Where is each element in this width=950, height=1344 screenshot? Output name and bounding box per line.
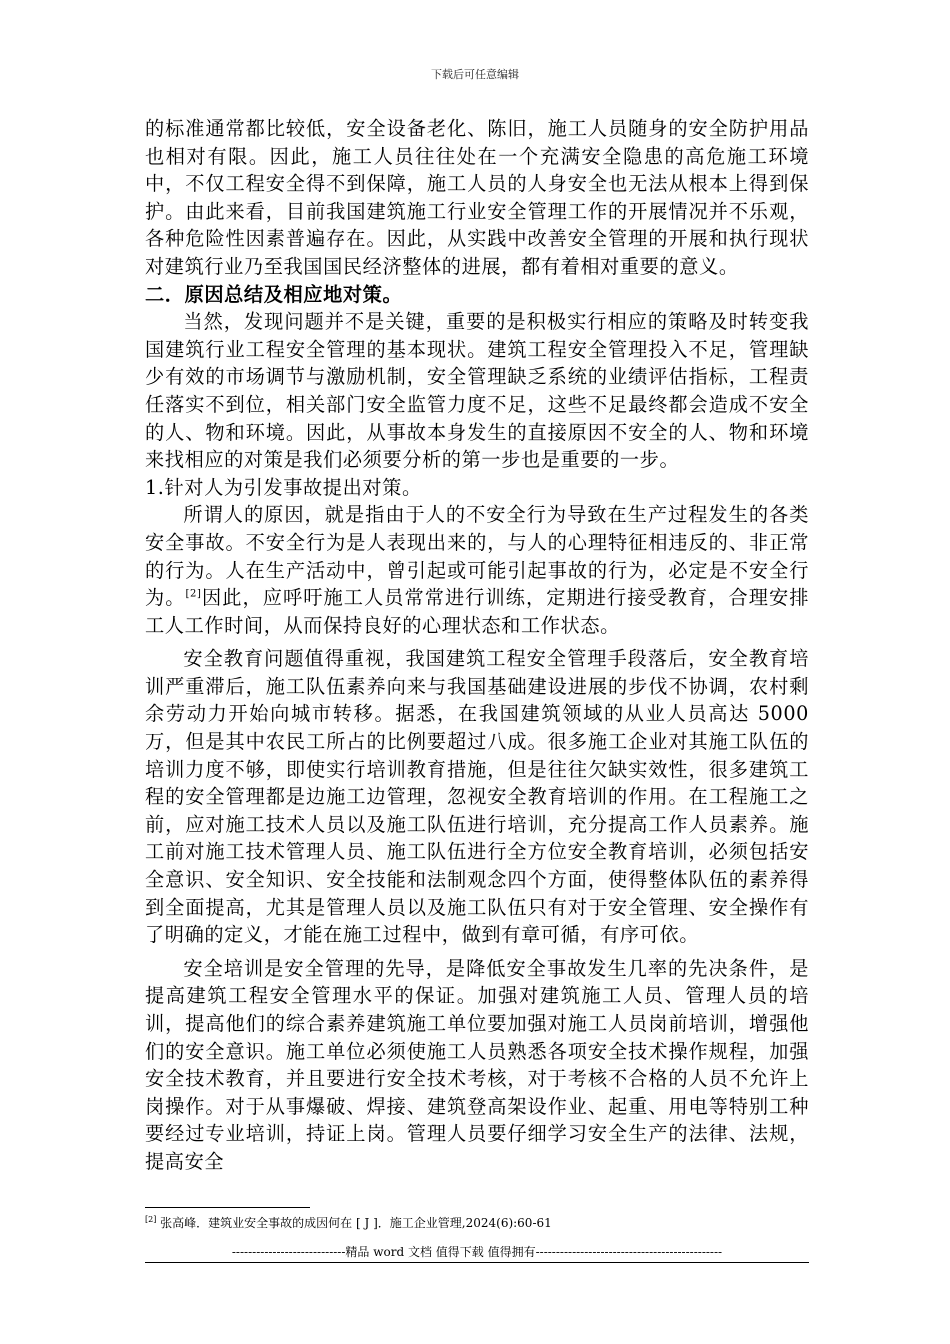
subheading-1: 1.针对人为引发事故提出对策。 [145,475,422,499]
footnote-divider [145,1207,310,1208]
paragraph-5: 安全培训是安全管理的先导，是降低安全事故发生几率的先决条件，是提高建筑工程安全管理水平的保证。加强对建筑施工人员、管理人员的培训，提高他们的综合素养建筑施工单位要加强对施工人员岗前培训，增强他们的安全意识。施工单位必须使施工人员熟悉各项安全技术操作规程，加强安全技术教育，并且要进行安全技术考核，对于考核不合格的人员不允许上岗操作。对于从事爆破、焊接、建筑登高架设作业、起重、用电等特别工种要经过专业培训，持证上岗。管理人员要仔细学习安全生产的法律、法规，提高安全 [145,956,809,1173]
body-text [145,115,809,1176]
page-footer: ----------------------------精品 word 文档 值得下载 值得拥有---------------------------------------------- [231,1245,723,1259]
paragraph-2: 当然，发现问题并不是关键，重要的是积极实行相应的策略及时转变我国建筑行业工程安全管理的基本现状。建筑工程安全管理投入不足，管理缺少有效的市场调节与激励机制，安全管理缺乏系统的业绩评估指标，工程责任落实不到位，相关部门安全监管力度不足，这些不足最终都会造成不安全的人、物和环境。因此，从事故本身发生的直接原因不安全的人、物和环境来找相应的对策是我们必须要分析的第一步也是重要的一步。 [145,310,809,472]
page-header: 下载后可任意编辑 [431,68,519,81]
citation-ref[interactable]: [2] [185,588,202,600]
section-heading: 二．原因总结及相应地对策。 [145,282,403,306]
paragraph-3-text-b: 因此，应呼吁施工人员常常进行训练，定期进行接受教育，合理安排工人工作时间，从而保持良好的心理状态和工作状态。 [145,586,810,637]
footer-divider [145,1262,809,1263]
paragraph-3 [145,501,809,639]
paragraph-3-text-a: 所谓人的原因，就是指由于人的不安全行为导致在生产过程发生的各类安全事故。不安全行为是人表现出来的，与人的心理特征相违反的、非正常的行为。人在生产活动中，曾引起或可能引起事故的行为，必定是不安全行为。 [145,503,809,610]
footnote [145,1214,552,1231]
paragraph-4: 安全教育问题值得重视，我国建筑工程安全管理手段落后，安全教育培训严重滞后，施工队伍素养向来与我国基础建设进展的步伐不协调，农村剩余劳动力开始向城市转移。据悉，在我国建筑领域的从业人员高达 5000 万，但是其中农民工所占的比例要超过八成。很多施工企业对其施工队伍的培训力度不够，即使实行培训教育措施，但是往往欠缺实效性，很多建筑工程的安全管理都是边施工边管理，忽视安全教育培训的作用。在工程施工之前，应对施工技术人员以及施工队伍进行培训，充分提高工作人员素养。施工前对施工技术管理人员、施工队伍进行全方位安全教育培训，必须包括安全意识、安全知识、安全技能和法制观念四个方面，使得整体队伍的素养得到全面提高，尤其是管理人员以及施工队伍只有对于安全管理、安全操作有了明确的定义，才能在施工过程中，做到有章可循，有序可依。 [145,647,809,947]
paragraph-1: 的标准通常都比较低，安全设备老化、陈旧，施工人员随身的安全防护用品也相对有限。因此，施工人员往往处在一个充满安全隐患的高危施工环境中，不仅工程安全得不到保障，施工人员的人身安全也无法从根本上得到保护。由此来看，目前我国建筑施工行业安全管理工作的开展情况并不乐观，各种危险性因素普遍存在。因此，从实践中改善安全管理的开展和执行现状对建筑行业乃至我国国民经济整体的进展，都有着相对重要的意义。 [145,117,809,278]
footnote-text: 张高峰．建筑业安全事故的成因何在 [ J ]．施工企业管理,2024(6):60-61 [156,1216,552,1230]
footnote-marker: [2] [145,1215,157,1224]
